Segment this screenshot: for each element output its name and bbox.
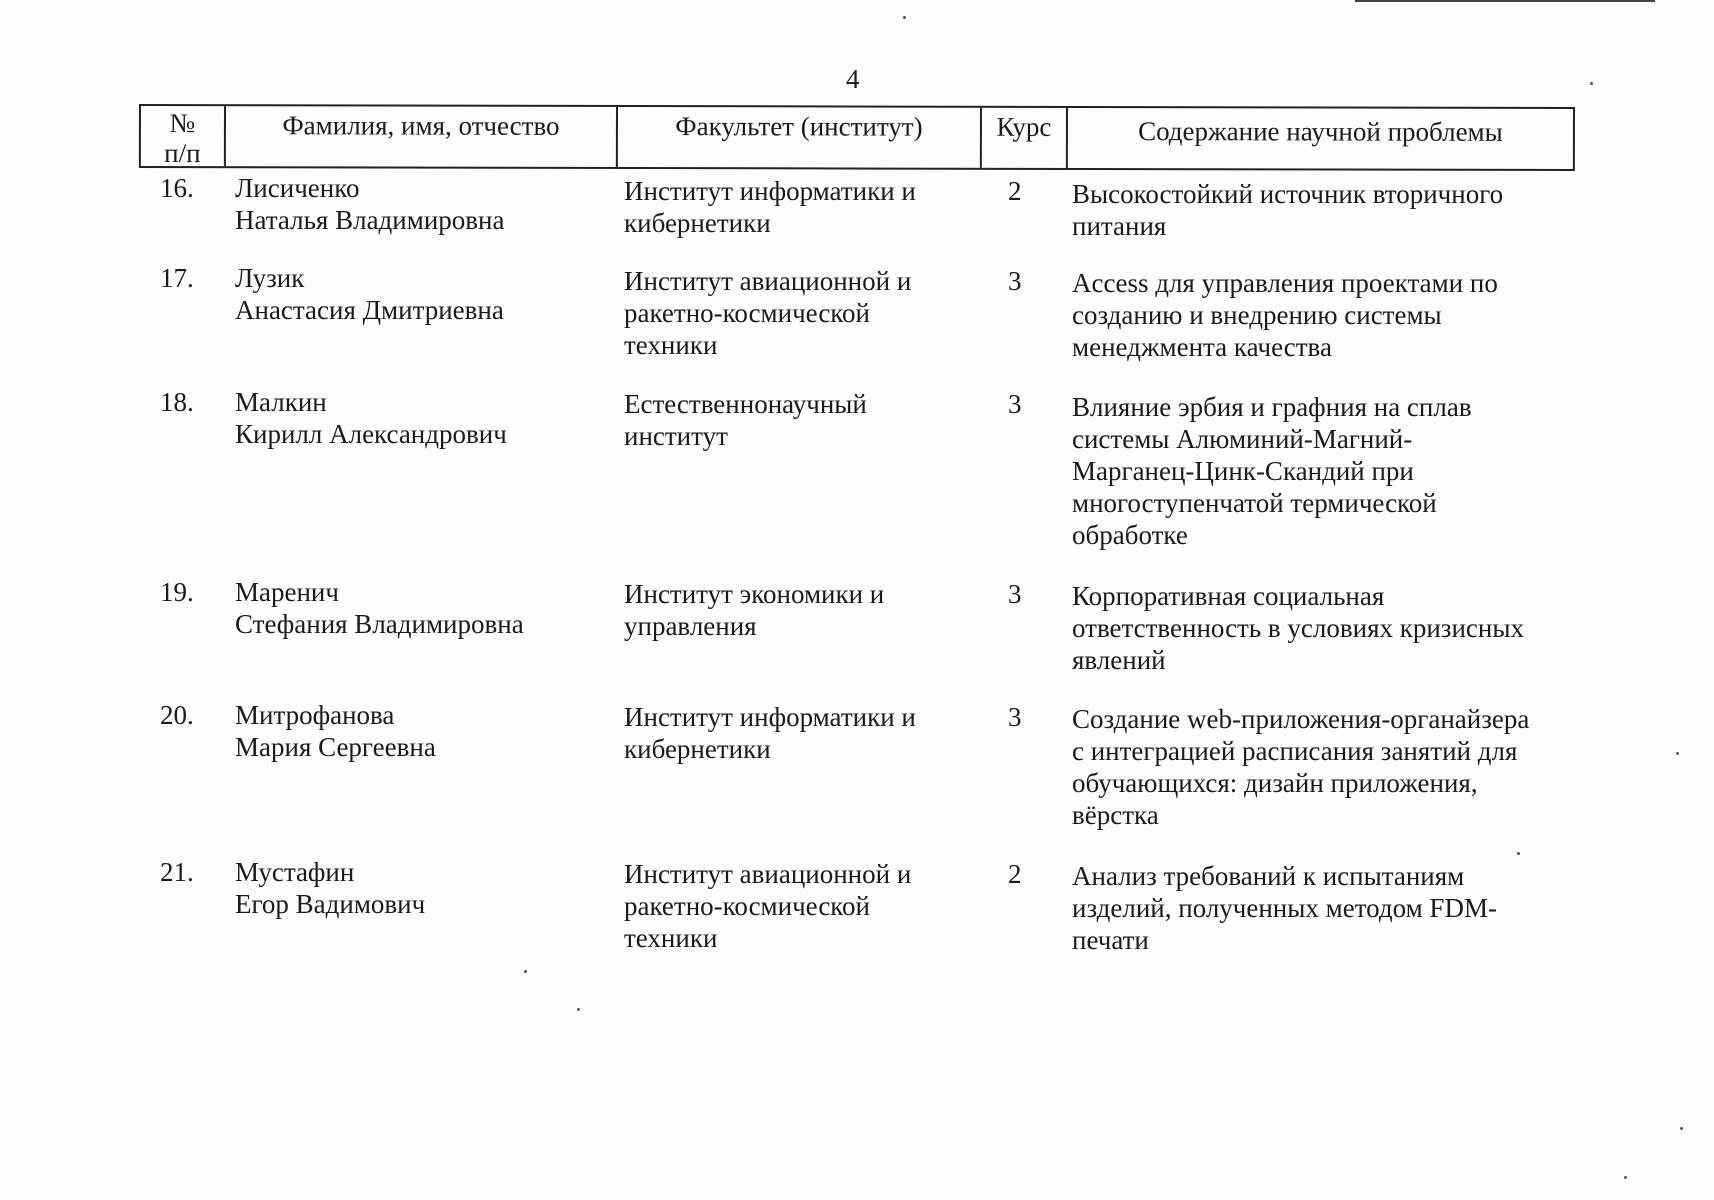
student-name [235,856,615,920]
row-number: 18. [160,387,194,417]
faculty-line: ракетно-космической [624,298,871,328]
scan-speck [1624,1176,1627,1179]
topic-line: Анализ требований к испытаниям [1072,861,1465,891]
faculty-line: Институт авиационной и [624,266,912,296]
course: 3 [1008,389,1022,419]
row-number: 21. [160,857,194,887]
course: 3 [1008,579,1022,609]
topic-line: Создание web-приложения-органайзера [1072,704,1530,734]
header-number [141,106,226,169]
topic-line: питания [1072,211,1167,241]
table-header [139,104,1575,171]
student-name [235,699,615,763]
topic-line: вёрстка [1072,800,1159,830]
student-given-names: Мария Сергеевна [235,732,436,762]
header-course: Курс [982,108,1068,168]
header-faculty: Факультет (институт) [618,107,982,168]
topic-line: обучающихся: дизайн приложения, [1072,768,1478,798]
header-number-line1: № [169,108,196,139]
faculty-line: кибернетики [624,734,771,764]
faculty-line: Институт информатики и [624,702,916,732]
student-given-names: Наталья Владимировна [235,205,505,235]
course: 3 [1008,702,1022,732]
faculty-line: Институт авиационной и [624,859,912,889]
topic-line: ответственность в условиях кризисных [1072,613,1524,643]
faculty [624,578,964,642]
faculty-line: Институт экономики и [624,579,885,609]
topic-line: с интеграцией расписания занятий для [1072,736,1518,766]
student-surname: Маренич [235,577,339,607]
faculty-line: техники [624,330,718,360]
header-topic: Содержание научной проблемы [1138,116,1503,147]
student-name [235,262,615,326]
student-name [235,576,615,640]
student-given-names: Кирилл Александрович [235,419,507,449]
topic-line: Access для управления проектами по [1072,268,1498,298]
student-name [235,172,615,236]
faculty [624,265,964,361]
student-given-names: Егор Вадимович [235,889,426,919]
course: 2 [1008,859,1022,889]
topic-line: менеджмента качества [1072,332,1332,362]
student-given-names: Стефания Владимировна [235,609,524,639]
research-topic [1072,391,1592,551]
header-number-line2: п/п [164,138,201,169]
header-name: Фамилия, имя, отчество [226,106,618,167]
topic-line: созданию и внедрению системы [1072,300,1442,330]
research-topic [1072,703,1592,831]
row-number: 19. [160,577,194,607]
faculty [624,175,964,239]
faculty-line: управления [624,611,757,641]
topic-line: изделий, полученных методом FDM- [1072,893,1497,923]
scan-speck [524,970,527,973]
faculty-line: кибернетики [624,208,771,238]
course: 3 [1008,266,1022,296]
research-topic [1072,860,1592,956]
student-surname: Лисиченко [235,173,360,203]
scan-speck [1590,82,1593,85]
student-surname: Лузик [235,263,305,293]
scan-edge-line [1355,0,1655,2]
course: 2 [1008,176,1022,206]
topic-line: печати [1072,925,1149,955]
topic-line: системы Алюминий-Магний- [1072,424,1413,454]
scan-speck [903,16,906,19]
student-surname: Митрофанова [235,700,395,730]
research-topic [1072,267,1592,363]
faculty-line: Институт информатики и [624,176,916,206]
page-number: 4 [846,64,860,94]
scan-speck [1676,752,1679,755]
student-surname: Малкин [235,387,327,417]
scan-speck [1517,852,1520,855]
faculty-line: Естественнонаучный [624,389,867,419]
faculty-line: ракетно-космической [624,891,871,921]
research-topic [1072,580,1592,676]
faculty [624,858,964,954]
row-number: 16. [160,173,194,203]
topic-line: обработке [1072,520,1188,550]
student-name [235,386,615,450]
faculty-line: институт [624,421,728,451]
student-surname: Мустафин [235,857,355,887]
faculty [624,388,964,452]
research-topic [1072,178,1592,242]
row-number: 17. [160,263,194,293]
student-given-names: Анастасия Дмитриевна [235,295,504,325]
topic-line: многоступенчатой термической [1072,488,1437,518]
faculty [624,701,964,765]
topic-line: Влияние эрбия и графния на сплав [1072,392,1472,422]
topic-line: явлений [1072,645,1166,675]
topic-line: Высокостойкий источник вторичного [1072,179,1504,209]
scan-speck [1680,1127,1683,1130]
faculty-line: техники [624,923,718,953]
topic-line: Корпоративная социальная [1072,581,1385,611]
row-number: 20. [160,700,194,730]
topic-line: Марганец-Цинк-Скандий при [1072,456,1414,486]
scan-speck [577,1008,580,1011]
